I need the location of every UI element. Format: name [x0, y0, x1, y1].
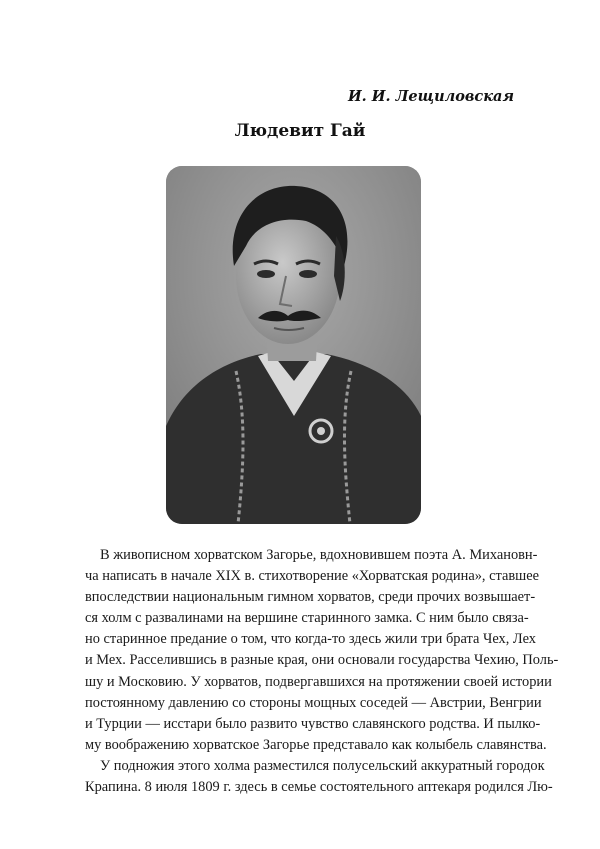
chapter-title: Людевит Гай [234, 121, 366, 141]
text-line: но старинное предание о том, что когда-то здесь жили три брата Чех, Лех [85, 631, 536, 648]
text-line: Крапина. 8 июля 1809 г. здесь в семье состоятельного аптекаря родился Лю- [85, 779, 553, 796]
text-line: и Мех. Расселившись в разные края, они основали государства Чехию, Поль- [85, 652, 559, 669]
text-line: шу и Московию. У хорватов, подвергавшихся на протяжении своей истории [85, 673, 552, 690]
portrait-image [166, 166, 421, 524]
text-line: постоянному давлению со стороны мощных соседей — Австрии, Венгрии [85, 694, 542, 711]
text-line: и Турции — исстари было развито чувство славянского родства. И пылко- [85, 715, 541, 732]
text-line: впоследствии национальным гимном хорватов, среди прочих возвышает- [85, 589, 536, 606]
portrait-illustration [166, 166, 421, 524]
author-name: И. И. Лещиловская [347, 88, 514, 105]
text-line: В живописном хорватском Загорье, вдохновившем поэта А. Михановн- [100, 547, 538, 563]
body-text [85, 545, 559, 798]
text-line: му воображению хорватское Загорье представало как колыбель славянства. [85, 736, 547, 753]
text-line: ча написать в начале XIX в. стихотворение «Хорватская родина», ставшее [85, 568, 540, 585]
text-line: У подножия этого холма разместился полусельский аккуратный городок [100, 757, 545, 774]
text-line: ся холм с развалинами на вершине старинного замка. С ним было связа- [85, 610, 529, 627]
